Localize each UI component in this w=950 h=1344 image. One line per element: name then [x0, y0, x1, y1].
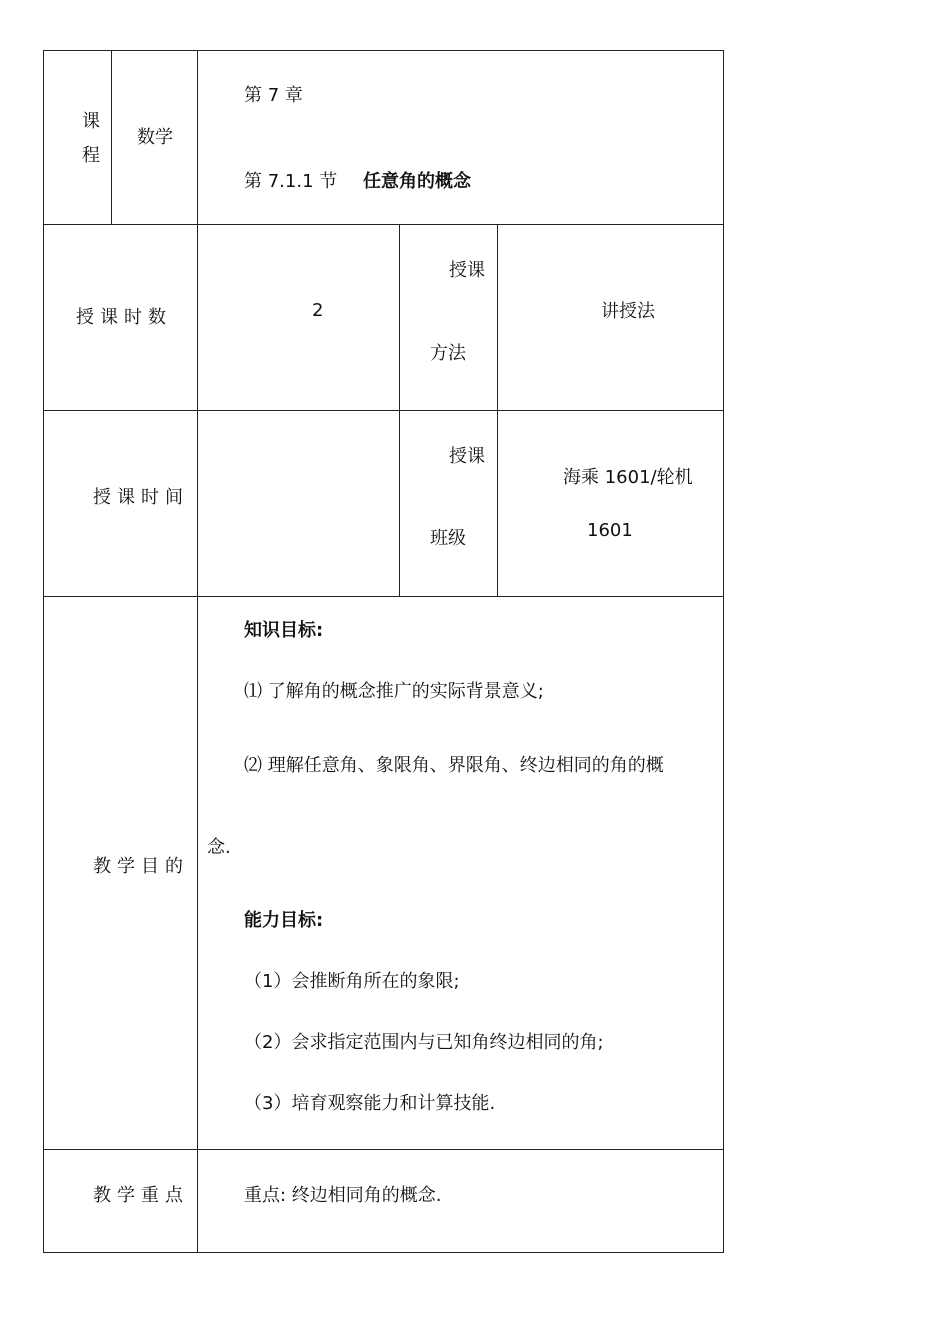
keypoints-label: 教学重点: [93, 1185, 189, 1206]
method-value: 讲授法: [601, 301, 655, 322]
knowledge-item-2-cont: 念.: [207, 837, 231, 858]
objectives-label: 教学目的: [93, 856, 189, 877]
knowledge-item-1: ⑴ 了解角的概念推广的实际背景意义;: [244, 681, 544, 702]
class-label-line1: 授课: [449, 446, 485, 467]
column-divider: [111, 50, 112, 225]
class-value-line2: 1601: [587, 520, 633, 541]
ability-item-2: （2）会求指定范围内与已知角终边相同的角;: [244, 1032, 604, 1053]
table-border-left: [43, 50, 44, 1253]
section-number: 第 7.1.1 节: [244, 171, 338, 192]
chapter-title: 第 7 章: [244, 85, 303, 106]
row-divider: [43, 224, 724, 225]
row-divider: [43, 410, 724, 411]
ability-item-3: （3）培育观察能力和计算技能.: [244, 1093, 496, 1114]
subject-name: 数学: [137, 127, 173, 148]
row-divider: [43, 1149, 724, 1150]
ability-heading: 能力目标:: [244, 910, 324, 931]
course-label-bottom: 程: [82, 145, 100, 166]
keypoints-text: 重点: 终边相同角的概念.: [244, 1185, 442, 1206]
knowledge-heading: 知识目标:: [244, 620, 324, 641]
knowledge-item-2: ⑵ 理解任意角、象限角、界限角、终边相同的角的概: [244, 755, 664, 776]
row-divider: [43, 596, 724, 597]
class-value-line1: 海乘 1601/轮机: [563, 467, 693, 488]
time-label: 授课时间: [93, 487, 189, 508]
section-title: 任意角的概念: [363, 171, 471, 192]
table-border-right: [723, 50, 724, 1253]
column-divider: [497, 224, 498, 597]
table-border-top: [43, 50, 724, 51]
column-divider: [197, 50, 198, 1253]
table-border-bottom: [43, 1252, 724, 1253]
hours-label: 授课时数: [76, 307, 172, 328]
column-divider: [399, 224, 400, 597]
method-label-line1: 授课: [449, 260, 485, 281]
ability-item-1: （1）会推断角所在的象限;: [244, 971, 460, 992]
hours-value: 2: [312, 300, 324, 321]
course-label-top: 课: [82, 111, 100, 132]
method-label-line2: 方法: [430, 343, 466, 364]
class-label-line2: 班级: [430, 528, 466, 549]
